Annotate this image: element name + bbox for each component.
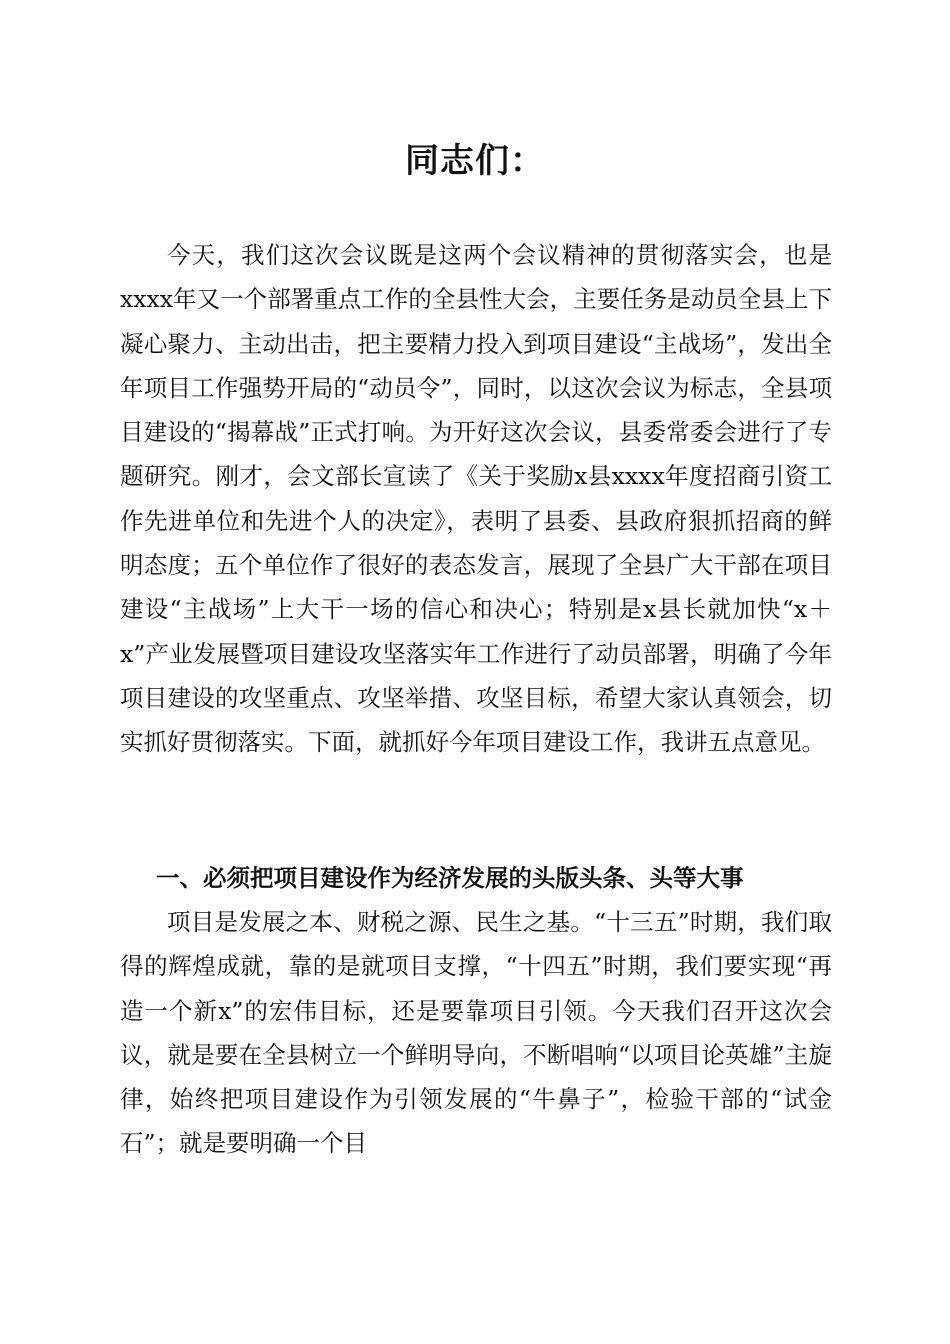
speech-paragraph-section-1 <box>120 900 832 1166</box>
section-heading-1: 一、必须把项目建设作为经济发展的头版头条、头等大事 <box>156 864 744 892</box>
paragraph-text: 今天，我们这次会议既是这两个会议精神的贯彻落实会，也是xxxx年又一个部署重点工作的全县性大会，主要任务是动员全县上下凝心聚力、主动出击，把主要精力投入到项目建设“主战场”，发出全年项目工作强势开局的“动员令”，同时，以这次会议为标志，全县项目建设的“揭幕战”正式打响。为开好这次会议，县委常委会进行了专题研究。刚才，会文部长宣读了《关于奖励x县xxxx年度招商引资工作先进单位和先进个人的决定》，表明了县委、县政府狠抓招商的鲜明态度；五个单位作了很好的表态发言，展现了全县广大干部在项目建设“主战场”上大干一场的信心和决心；特别是x县长就加快“x＋x”产业发展暨项目建设攻坚落实年工作进行了动员部署，明确了今年项目建设的攻坚重点、攻坚举措、攻坚目标，希望大家认真领会，切实抓好贯彻落实。下面，就抓好今年项目建设工作，我讲五点意见。 <box>120 241 832 757</box>
paragraph-text: 项目是发展之本、财税之源、民生之基。“十三五”时期，我们取得的辉煌成就，靠的是就项目支撑，“十四五”时期，我们要实现“再造一个新x”的宏伟目标，还是要靠项目引领。今天我们召开这次会议，就是要在全县树立一个鲜明导向，不断唱响“以项目论英雄”主旋律，始终把项目建设作为引领发展的“牛鼻子”，检验干部的“试金石”；就是要明确一个目 <box>120 908 832 1158</box>
speech-paragraph-intro <box>120 233 832 765</box>
page-title: 同志们： <box>405 141 545 181</box>
